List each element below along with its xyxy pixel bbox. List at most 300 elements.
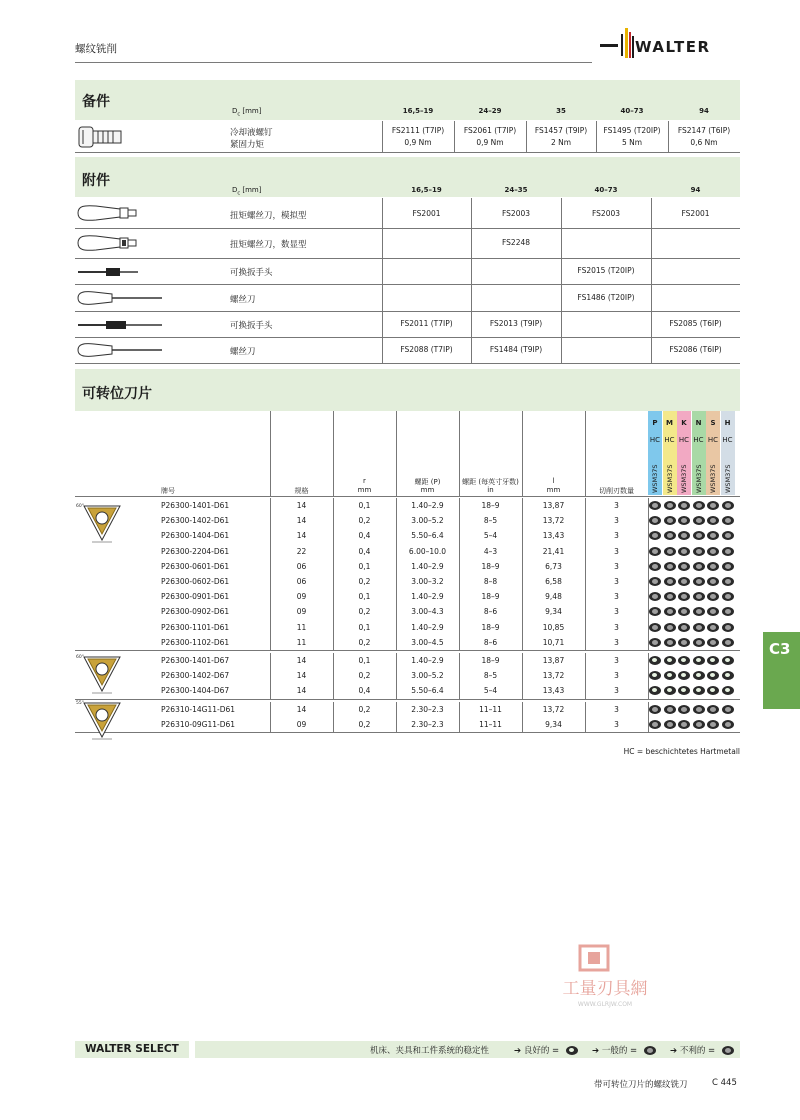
normal-symbol-icon [693,671,705,680]
cell-l: 13,72 [542,704,565,714]
cell-r: 0,2 [358,719,371,729]
cell-l: 13,43 [542,531,565,541]
cell-l: 13,72 [542,671,565,681]
triangle-insert-icon [76,697,126,747]
spare-col-header: 24–29 [478,107,502,115]
group-divider [75,732,740,733]
grade-column-n [692,411,706,495]
spare-torque: 0,9 Nm [404,138,432,147]
bad-symbol-icon [678,577,690,586]
torque-screwdriver-digital-icon [76,233,140,257]
divider [396,702,397,732]
acc-row-label: 扭矩螺丝刀，模拟型 [230,211,307,221]
divider [75,258,740,259]
bad-symbol-icon [693,705,705,714]
cell-pitch: 1.40–2.9 [411,561,444,571]
bad-symbol-icon [722,592,734,601]
accessories-title: 附件 [82,173,110,189]
bad-symbol-icon [678,501,690,510]
cell-pitch: 3.00–4.5 [411,637,444,647]
inserts-band [75,369,740,411]
bad-symbol-icon [693,607,705,616]
cell-tpi: 8–6 [483,637,498,647]
cell-r: 0,2 [358,516,371,526]
col-l-unit: mm [546,486,561,494]
grade-name: WSM37S [694,464,703,493]
brand-text: WALTER [635,38,711,56]
acc-value: FS1486 (T20IP) [577,293,635,302]
cell-l: 10,71 [542,637,565,647]
bad-symbol-icon [693,547,705,556]
cell-pitch: 3.00–5.2 [411,671,444,681]
triangle-insert-icon [76,500,126,550]
cell-pitch: 1.40–2.9 [411,592,444,602]
bad-symbol-icon [707,501,719,510]
bad-symbol-icon [649,623,661,632]
cell-size: 09 [296,607,307,617]
divider [648,653,649,699]
bad-symbol-icon [678,562,690,571]
cell-tpi: 18–9 [481,501,500,510]
normal-symbol-icon [644,1046,656,1055]
acc-row-label: 扭矩螺丝刀，数显型 [230,240,307,250]
divider [522,653,523,699]
inserts-title: 可转位刀片 [82,386,152,402]
cell-code: P26300-1402-D61 [161,516,230,526]
cell-edges: 3 [614,592,619,602]
col-pitch: 螺距 (P) [414,478,441,486]
divider [396,653,397,699]
bad-symbol-icon [678,705,690,714]
bad-symbol-icon [722,547,734,556]
cell-pitch: 2.30–2.3 [411,719,444,729]
cell-tpi: 18–9 [481,561,500,571]
col-r: r [363,477,366,485]
bad-symbol-icon [693,720,705,729]
acc-value: FS2003 [591,209,621,218]
cell-edges: 3 [614,531,619,541]
divider [333,702,334,732]
bad-symbol-icon [678,638,690,647]
legend-intro: 机床、夹具和工件系统的稳定性 [370,1046,490,1056]
group-divider [75,699,740,700]
grade-name: WSM37S [665,464,674,493]
cell-edges: 3 [614,686,619,696]
divider [585,702,586,732]
cell-size: 11 [296,637,307,647]
bad-symbol-icon [664,562,676,571]
bad-symbol-icon [664,638,676,647]
cell-tpi: 8–8 [483,577,498,586]
col-designation: 牌号 [161,487,175,495]
group-divider [75,650,740,651]
spare-col-header: 35 [556,107,566,115]
bad-symbol-icon [649,638,661,647]
wrench-bit-icon [76,317,166,336]
cell-code: P26310-14G11-D61 [161,704,236,714]
bad-symbol-icon [664,501,676,510]
acc-value: FS2088 (T7IP) [400,345,453,354]
cell-pitch: 1.40–2.9 [411,501,444,510]
cell-code: P26300-1402-D67 [161,671,230,681]
cell-edges: 3 [614,637,619,647]
acc-value: FS2003 [501,209,531,218]
cell-code: P26300-0901-D61 [161,592,230,602]
cell-edges: 3 [614,704,619,714]
divider [75,228,740,229]
cell-edges: 3 [614,656,619,665]
cell-r: 0,2 [358,577,371,586]
spare-code: FS2061 (T7IP) [463,126,517,135]
bad-symbol-icon [722,501,734,510]
cell-r: 0,4 [358,546,371,556]
bad-symbol-icon [678,720,690,729]
legend-good: ➔ 良好的 = [514,1046,560,1056]
bad-symbol-icon [664,705,676,714]
bad-symbol-icon [722,562,734,571]
spare-torque: 5 Nm [621,138,643,147]
triangle-insert-icon [76,651,126,701]
grade-column-h [721,411,735,495]
cell-pitch: 5.50–6.4 [411,531,444,541]
divider [75,311,740,312]
cell-pitch: 1.40–2.9 [411,656,444,665]
cell-l: 13,72 [542,516,565,526]
divider [459,498,460,650]
cell-r: 0,1 [358,656,371,665]
cell-l: 6,73 [545,561,562,571]
acc-value: FS2013 (T9IP) [489,319,543,328]
cell-r: 0,1 [358,561,371,571]
bad-symbol-icon [693,638,705,647]
acc-col-header: 24–35 [504,186,528,194]
cell-size: 14 [296,704,307,714]
watermark-logo [535,944,675,1014]
col-edges: 切削刃数量 [599,487,634,495]
cell-l: 9,34 [545,719,562,729]
cell-l: 9,48 [545,592,562,602]
grade-letter: P [652,419,658,427]
bad-symbol-icon [707,705,719,714]
divider [396,498,397,650]
divider [75,363,740,364]
bad-symbol-icon [722,1046,734,1055]
cell-code: P26300-2204-D61 [161,546,230,556]
bad-symbol-icon [722,705,734,714]
torque-screwdriver-analog-icon [76,203,140,227]
bad-symbol-icon [649,501,661,510]
cell-edges: 3 [614,561,619,571]
normal-symbol-icon [707,656,719,665]
cell-tpi: 8–5 [483,671,498,681]
bad-symbol-icon [664,607,676,616]
cell-l: 9,34 [545,607,562,617]
cell-l: 6,58 [545,577,562,586]
divider [471,198,472,363]
spare-col-header: 40–73 [620,107,644,115]
cell-tpi: 8–5 [483,516,498,526]
acc-col-header: 16,5–19 [411,186,442,194]
grade-hc: HC [707,436,719,444]
cell-edges: 3 [614,501,619,510]
cell-code: P26300-1401-D61 [161,501,230,510]
bad-symbol-icon [678,623,690,632]
angle-label: 60° [76,504,84,509]
bad-symbol-icon [664,547,676,556]
bad-symbol-icon [693,577,705,586]
bad-symbol-icon [664,531,676,540]
normal-symbol-icon [722,656,734,665]
grade-name: WSM37S [709,464,717,493]
bad-symbol-icon [722,638,734,647]
cell-size: 14 [296,531,307,541]
cell-edges: 3 [614,671,619,681]
bad-symbol-icon [707,623,719,632]
cell-pitch: 6.00–10.0 [408,546,447,556]
bad-symbol-icon [722,607,734,616]
legend-bad: ➔ 不利的 = [670,1046,716,1056]
col-size: 规格 [294,487,309,495]
cell-r: 0,2 [358,704,371,714]
bad-symbol-icon [664,516,676,525]
bad-symbol-icon [707,562,719,571]
grade-column-p [648,411,662,495]
spare-code: FS1457 (T9IP) [534,126,588,135]
cell-size: 14 [296,516,307,526]
bad-symbol-icon [693,516,705,525]
bad-symbol-icon [707,638,719,647]
divider [270,411,271,496]
normal-symbol-icon [664,656,676,665]
grade-hc: HC [722,436,733,444]
cell-l: 13,87 [542,501,565,510]
acc-value: FS2011 (T7IP) [400,319,453,328]
cell-tpi: 5–4 [483,531,498,541]
cell-code: P26300-1102-D61 [161,637,230,647]
acc-row-label: 可换扳手头 [230,268,273,278]
cell-code: P26300-0902-D61 [161,607,230,617]
bad-symbol-icon [722,531,734,540]
spare-torque: 0,9 Nm [476,138,504,147]
bad-symbol-icon [693,501,705,510]
cell-pitch: 2.30–2.3 [411,704,444,714]
spare-torque: 2 Nm [550,138,572,147]
cell-code: P26300-1401-D67 [161,656,230,665]
cell-code: P26300-1404-D67 [161,686,230,696]
divider [648,498,649,650]
cell-tpi: 18–9 [481,622,500,632]
grade-letter: M [666,419,673,427]
spare-code: FS2147 (T6IP) [677,126,731,135]
wrench-bit-icon [76,264,140,283]
normal-symbol-icon [693,656,705,665]
grade-column-s [706,411,720,495]
divider [270,498,271,650]
cell-r: 0,1 [358,622,371,632]
divider [585,653,586,699]
bad-symbol-icon [722,577,734,586]
section-title: 螺纹铣削 [75,43,117,55]
cell-edges: 3 [614,622,619,632]
bad-symbol-icon [722,516,734,525]
spare-row-label: 冷却液螺钉 [230,128,273,138]
bad-symbol-icon [678,547,690,556]
normal-symbol-icon [664,671,676,680]
normal-symbol-icon [722,686,734,695]
acc-value: FS2248 [501,238,531,247]
spare-dc-label: $D_c$ [mm] [232,107,262,118]
legend-normal: ➔ 一般的 = [592,1046,638,1056]
normal-symbol-icon [664,686,676,695]
cell-l: 13,87 [542,656,565,665]
cell-tpi: 11–11 [479,719,502,729]
divider [75,337,740,338]
bad-symbol-icon [693,623,705,632]
walter-select-label: WALTER SELECT [75,1041,189,1058]
hc-footnote: HC = beschichtetes Hartmetall [623,747,740,756]
cell-r: 0,1 [358,592,371,602]
cell-code: P26300-1101-D61 [161,622,230,632]
col-tpi-unit: in [487,486,494,494]
grade-hc: HC [678,436,690,444]
grade-name: WSM37S [651,464,659,493]
acc-value: FS2001 [412,209,441,218]
acc-value: FS2015 (T20IP) [577,266,635,275]
acc-row-label: 螺丝刀 [230,347,256,357]
bad-symbol-icon [664,623,676,632]
cell-edges: 3 [614,607,619,617]
divider [382,198,383,363]
cell-r: 0,4 [358,531,371,541]
grade-hc: HC [664,436,675,444]
divider [333,498,334,650]
cell-tpi: 8–6 [483,607,498,617]
col-pitch-unit: mm [420,486,435,494]
cell-size: 06 [296,561,307,571]
spare-code: FS2111 (T7IP) [391,126,445,135]
divider [270,702,271,732]
spare-col-header: 94 [699,107,709,115]
acc-row-label: 可换扳手头 [230,321,273,331]
cell-r: 0,2 [358,671,371,681]
divider [459,702,460,732]
bad-symbol-icon [664,577,676,586]
angle-label: 60° [76,655,84,660]
cell-code: P26300-1404-D61 [161,531,230,541]
page-number: C 445 [712,1078,737,1088]
divider [75,152,740,153]
bad-symbol-icon [707,577,719,586]
col-l: l [552,477,555,485]
divider [270,653,271,699]
header-rule [75,62,592,63]
cell-size: 06 [296,577,307,586]
grade-hc: HC [693,436,704,444]
grade-column-m [663,411,677,495]
normal-symbol-icon [693,686,705,695]
divider [585,498,586,650]
chapter-tab[interactable]: C3 [763,632,800,709]
cell-r: 0,4 [358,686,371,696]
bad-symbol-icon [649,547,661,556]
grade-letter: S [710,419,716,427]
divider [75,496,740,497]
normal-symbol-icon [649,656,661,665]
grade-column-k [677,411,691,495]
cell-tpi: 18–9 [481,592,500,602]
walter-logo [600,24,740,64]
cell-l: 13,43 [542,686,565,696]
bad-symbol-icon [649,720,661,729]
acc-col-header: 94 [690,186,701,194]
cell-tpi: 4–3 [483,546,498,556]
bad-symbol-icon [649,705,661,714]
cell-tpi: 11–11 [479,704,502,714]
cell-size: 14 [296,671,307,681]
cell-tpi: 5–4 [483,686,498,696]
acc-value: FS2001 [681,209,710,218]
cell-edges: 3 [614,577,619,586]
bad-symbol-icon [693,531,705,540]
bad-symbol-icon [722,623,734,632]
coolant-screw-icon [78,124,124,154]
acc-value: FS1484 (T9IP) [489,345,543,354]
cell-code: P26300-0602-D61 [161,577,230,586]
cell-edges: 3 [614,719,619,729]
cell-edges: 3 [614,546,619,556]
bad-symbol-icon [707,547,719,556]
cell-r: 0,2 [358,607,371,617]
bad-symbol-icon [649,577,661,586]
divider [561,198,562,363]
divider [585,411,586,496]
grade-letter: N [695,419,702,427]
divider [459,653,460,699]
grade-letter: K [681,419,687,427]
screwdriver-icon [76,289,166,311]
screwdriver-icon [76,341,166,363]
cell-l: 10,85 [542,622,565,632]
bad-symbol-icon [649,562,661,571]
cell-size: 14 [296,686,307,696]
bad-symbol-icon [707,720,719,729]
page-title: 带可转位刀片的螺纹铣刀 [594,1080,688,1090]
col-tpi: 螺距 (每英寸牙数) [462,478,519,486]
acc-value: FS2086 (T6IP) [669,345,722,354]
divider [651,198,652,363]
spare-parts-title: 备件 [82,94,110,110]
spare-row-label: 紧固力矩 [230,140,265,150]
cell-r: 0,2 [358,637,371,647]
cell-size: 09 [296,592,307,602]
good-symbol-icon [566,1046,578,1055]
spare-code: FS1495 (T20IP) [603,126,661,135]
divider [75,284,740,285]
watermark-url: WWW.GLRJW.COM [577,1001,633,1008]
grade-hc: HC [649,436,661,444]
cell-size: 22 [296,546,307,556]
divider [333,653,334,699]
col-r-unit: mm [357,486,372,494]
acc-col-header: 40–73 [594,186,618,194]
watermark-text: 工量刃具網 [562,979,648,999]
cell-tpi: 18–9 [481,656,500,665]
spare-col-header: 16,5–19 [402,107,434,115]
cell-code: P26310-09G11-D61 [161,719,236,729]
cell-edges: 3 [614,516,619,526]
cell-size: 14 [296,656,307,665]
bad-symbol-icon [693,562,705,571]
